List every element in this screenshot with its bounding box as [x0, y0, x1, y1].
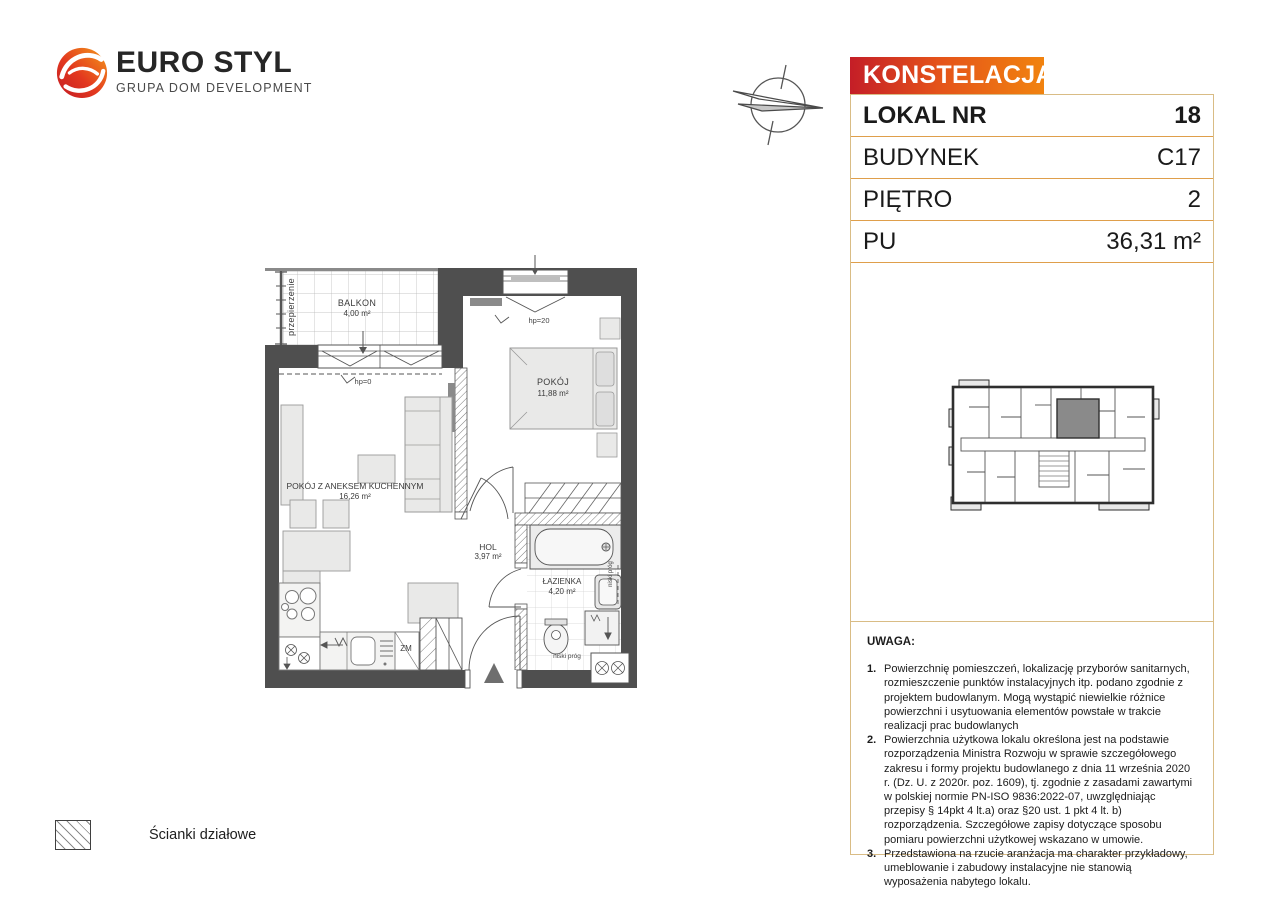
project-name-banner: KONSTELACJA: [850, 57, 1044, 94]
note-item-3: [867, 847, 1196, 890]
budynek-value: C17: [1156, 143, 1201, 171]
apartment-floor-plan: [263, 255, 645, 690]
pietro-value: 2: [1187, 185, 1201, 213]
room-label-pokoj: POKÓJ: [536, 377, 569, 387]
unit-info-panel: [850, 57, 1214, 889]
room-area-salon: 16,26 m²: [339, 492, 371, 501]
building-overview-plan: [947, 377, 1166, 515]
balcony-floor: [283, 271, 438, 345]
logo-tagline-text: GRUPA DOM DEVELOPMENT: [116, 81, 313, 95]
note-item-2: [867, 733, 1196, 847]
pu-value: 36,31 m²: [1106, 227, 1201, 255]
info-row-lokal: [851, 95, 1213, 137]
label-niski-prog: niski próg: [553, 653, 581, 660]
note-2-text: Powierzchnia użytkowa lokalu określona jest na podstawie rozporządzenia Ministra Rozwoju w sprawie szczegółowego zakresu i formy projektu budowlanego z dnia 11 września 2020 r. (Dz. U. z 2020r. poz. 1609), tj. zgodnie z zasadami zawartymi w polskiej normie PN-ISO 9836:2022-07, uwzględniając przepisy § 14pkt 4 lt.a) oraz §20 ust. 1 pkt 4 lt. b) rozporządzenia. Szczegółowe zapisy dotyczące sposobu pomiaru powierzchni użytkowej wskazano w umowie.: [884, 734, 1193, 846]
bedroom-window: [503, 255, 568, 312]
room-area-balkon: 4,00 m²: [343, 309, 371, 318]
entry-door: [465, 616, 522, 688]
pietro-label: PIĘTRO: [863, 185, 953, 213]
interior-doors: [461, 467, 521, 607]
note-1-number: 1.: [867, 663, 877, 676]
info-row-pu: [851, 221, 1213, 263]
partition-wall-swatch-icon: [55, 820, 91, 850]
note-1-text: Powierzchnię pomieszczeń, lokalizację przyborów sanitarnych, rozmieszczenie punktów instalacyjnych itp. podano zgodnie z projektem budowlanym. Mogą wystąpić niewielkie różnice powierzchni i usytuowania elementów powstałe w trakcie realizacji prac budowlanych: [884, 663, 1190, 733]
utility-riser: [591, 653, 629, 683]
info-row-budynek: [851, 137, 1213, 179]
logo-brand-text: EURO STYL: [116, 46, 293, 79]
room-area-pokoj: 11,88 m²: [537, 389, 569, 398]
lokal-value: 18: [1174, 101, 1201, 129]
legend-label: Ścianki działowe: [149, 827, 257, 843]
legend: [55, 820, 256, 850]
notes-section: [851, 621, 1213, 889]
info-row-pietro: [851, 179, 1213, 221]
room-label-balkon: BALKON: [337, 298, 377, 308]
note-item-1: [867, 662, 1196, 733]
overview-highlighted-unit: [1057, 399, 1099, 438]
lokal-label: LOKAL NR: [863, 101, 987, 129]
label-hp20: hp=20: [528, 316, 550, 325]
kitchen: [279, 583, 419, 670]
budynek-label: BUDYNEK: [863, 143, 980, 171]
eurostyl-logo-icon: [55, 44, 109, 100]
unit-info-body: [850, 94, 1214, 889]
note-3-number: 3.: [867, 847, 877, 860]
north-arrow-icon: [730, 45, 830, 150]
note-2-number: 2.: [867, 734, 877, 747]
pu-label: PU: [863, 227, 897, 255]
room-area-hol: 3,97 m²: [474, 552, 502, 561]
room-label-salon: POKÓJ Z ANEKSEM KUCHENNYM: [286, 481, 424, 491]
label-dishwasher-zm: ZM: [400, 644, 412, 653]
hall-wardrobe: [420, 618, 462, 670]
label-przepierzenie: przepierzenie: [286, 278, 296, 336]
room-area-lazienka: 4,20 m²: [548, 587, 576, 596]
room-label-hol: HOL: [479, 542, 497, 552]
room-label-lazienka: ŁAZIENKA: [542, 577, 582, 586]
note-3-text: Przedstawiona na rzucie aranżacja ma charakter przykładowy, umeblowanie i zabudowy instalacyjne nie stanowią wyposażenia nabytego lokalu.: [884, 847, 1188, 889]
notes-title: UWAGA:: [867, 636, 915, 648]
label-niski-prog-vertical: niski próg: [608, 561, 614, 587]
overview-staircase: [1039, 451, 1069, 487]
eurostyl-logo: [55, 44, 313, 100]
label-hp0: hp=0: [354, 377, 372, 386]
